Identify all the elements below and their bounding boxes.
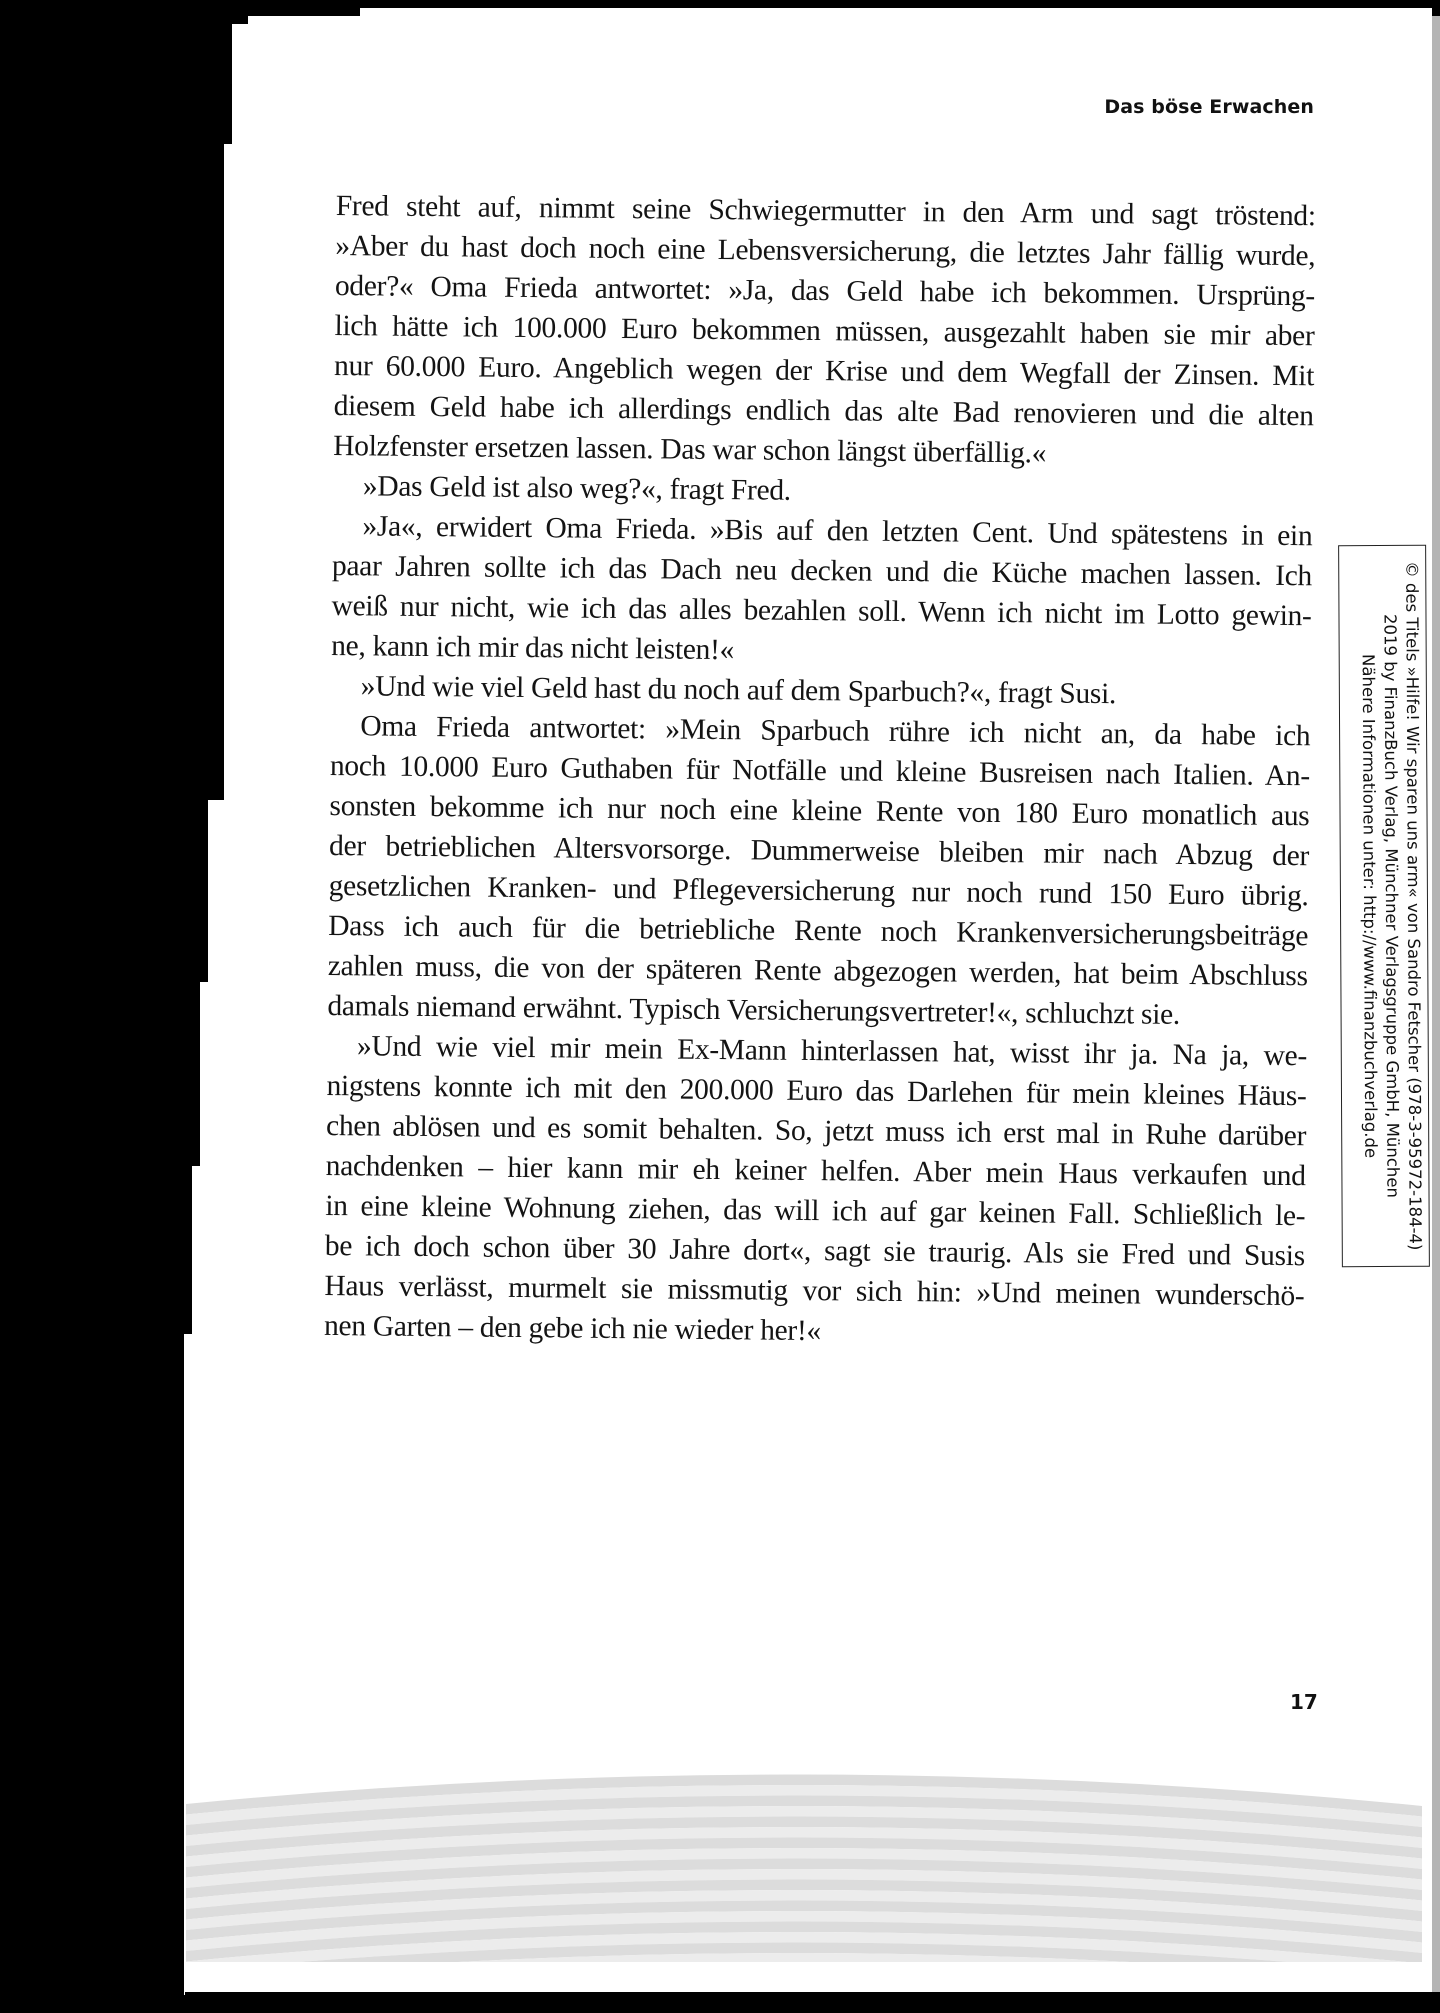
text-line: Haus verlässt, murmelt sie missmutig vor sich hin: »Und meinen wunderschö- bbox=[324, 1269, 1305, 1313]
text-line: damals niemand erwähnt. Typisch Versicherungsvertreter!«, schluchzt sie. bbox=[327, 989, 1181, 1031]
text-line: zahlen muss, die von der späteren Rente abgezogen werden, hat beim Abschluss bbox=[327, 949, 1308, 993]
text-line: »Ja«, erwidert Oma Frieda. »Bis auf den letzten Cent. Und spätestens in ein bbox=[362, 510, 1313, 553]
text-line: Oma Frieda antwortet: »Mein Sparbuch rühre ich nicht an, da habe ich bbox=[360, 710, 1311, 753]
page-sheet-edge-left-1 bbox=[232, 24, 372, 154]
text-line: nachdenken – hier kann mir eh keiner helfen. Aber mein Haus verkaufen und bbox=[325, 1149, 1306, 1193]
text-line: be ich doch schon über 30 Jahre dort«, sagt sie traurig. Als sie Fred und Susis bbox=[324, 1229, 1306, 1273]
text-line: »Das Geld ist also weg?«, fragt Fred. bbox=[362, 470, 792, 507]
text-line: Holzfenster ersetzen lassen. Das war schon längst überfällig.« bbox=[333, 429, 1047, 470]
text-line: lich hätte ich 100.000 Euro bekommen müssen, ausgezahlt haben sie mir aber bbox=[334, 309, 1315, 353]
text-line: »Aber du hast doch noch eine Lebensversicherung, die letztes Jahr fällig wurde, bbox=[335, 229, 1316, 273]
bottom-background-strip bbox=[185, 1992, 1440, 2013]
text-line: »Und wie viel Geld hast du noch auf dem Sparbuch?«, fragt Susi. bbox=[360, 670, 1117, 711]
text-line: Fred steht auf, nimmt seine Schwiegermutter in den Arm und sagt tröstend: bbox=[335, 189, 1316, 233]
running-head: Das böse Erwachen bbox=[1104, 96, 1314, 118]
page-stack-illustration bbox=[186, 1762, 1422, 1962]
text-line: ne, kann ich mir das nicht leisten!« bbox=[331, 629, 735, 667]
text-line: nigstens konnte ich mit den 200.000 Euro das Darlehen für mein kleines Häus- bbox=[326, 1069, 1307, 1113]
text-line: sonsten bekomme ich nur noch eine kleine Rente von 180 Euro monatlich aus bbox=[329, 789, 1310, 833]
copyright-line-2: 2019 by FinanzBuch Verlag, Münchner Verlagsgruppe GmbH, München bbox=[1380, 613, 1403, 1199]
text-line: paar Jahren sollte ich das Dach neu decken und die Küche machen lassen. Ich bbox=[331, 549, 1313, 593]
text-line: der betrieblichen Altersvorsorge. Dummerweise bleiben mir nach Abzug der bbox=[328, 829, 1310, 873]
copyright-notice bbox=[1342, 550, 1426, 1262]
page-edge-shadow bbox=[1432, 16, 1440, 1996]
body-text bbox=[324, 186, 1316, 1356]
text-line: nen Garten – den gebe ich nie wieder her!« bbox=[323, 1309, 822, 1348]
text-line: nur 60.000 Euro. Angeblich wegen der Krise und dem Wegfall der Zinsen. Mit bbox=[333, 349, 1315, 393]
text-line: diesem Geld habe ich allerdings endlich das alte Bad renovieren und die alten bbox=[333, 389, 1314, 433]
page-number: 17 bbox=[1290, 1690, 1318, 1714]
text-line: weiß nur nicht, wie ich das alles bezahlen soll. Wenn ich nicht im Lotto gewin- bbox=[331, 589, 1312, 633]
text-line: chen ablösen und es somit behalten. So, jetzt muss ich erst mal in Ruhe darüber bbox=[325, 1109, 1307, 1153]
text-line: noch 10.000 Euro Guthaben für Notfälle und kleine Busreisen nach Italien. An- bbox=[329, 749, 1311, 793]
copyright-notice-box bbox=[1338, 545, 1430, 1267]
text-line: in eine kleine Wohnung ziehen, das will ich auf gar keinen Fall. Schließlich le- bbox=[325, 1189, 1306, 1233]
copyright-line-3: Nähere Informationen unter: http://www.finanzbuchverlag.de bbox=[1358, 653, 1381, 1159]
copyright-line-1: © des Titels »Hilfe! Wir sparen uns arm« von Sandro Fetscher (978-3-95972-184-4) bbox=[1402, 561, 1425, 1251]
text-line: oder?« Oma Frieda antwortet: »Ja, das Geld habe ich bekommen. Ursprüng- bbox=[334, 269, 1316, 313]
text-line: Dass ich auch für die betriebliche Rente noch Krankenversicherungsbeiträge bbox=[328, 909, 1309, 953]
text-line: »Und wie viel mir mein Ex-Mann hinterlassen hat, wisst ihr ja. Na ja, we- bbox=[356, 1030, 1308, 1073]
text-line: gesetzlichen Kranken- und Pflegeversicherung nur noch rund 150 Euro übrig. bbox=[328, 869, 1309, 913]
